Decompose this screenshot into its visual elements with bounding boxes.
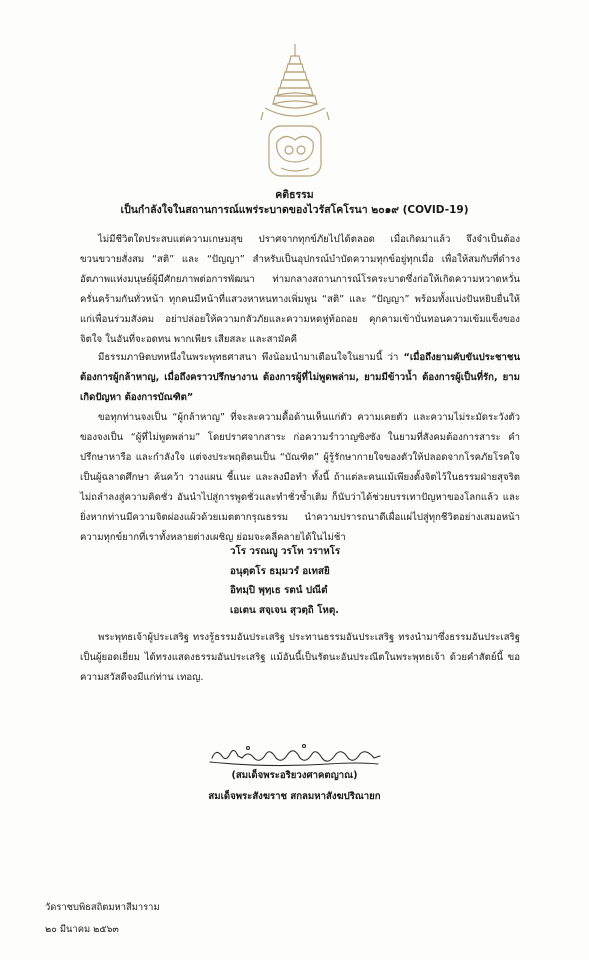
document-title: เป็นกำลังใจในสถานการณ์แพร่ระบาดของไวรัสโคโรนา ๒๐๑๙ (COVID-19) [120, 204, 469, 216]
pali-verse-line: อิทมฺปิ พุทฺเธ รตนํ ปณีตํ [230, 585, 328, 596]
signatory-name: (สมเด็จพระอริยวงศาคตญาณ) [231, 770, 358, 781]
pali-verse-line: วโร วรณญู วรโท วราหโร [230, 546, 341, 557]
handwritten-signature-icon [208, 740, 383, 770]
paragraph-exhortation: ขอทุกท่านจงเป็น “ผู้กล้าหาญ” ที่จะละความดื้อด้านเห็นแก่ตัว ความเคยตัว และความไม่ระมัดระวังตัว ของจงเป็น “ผู้ที่ไม่พูดพล่าม” โดยปราศจากสาระ ก่อความรำวาญซิงซัง ในยามที่สังคมต้องการสาระ คำปรึกษาหารือ และกำลังใจ แต่จงประพฤติตนเป็น “บัณฑิต” ผู้รู้รักษากายใจของตัวให้ปลอดจากโรคภัยโรคใจ เป็นผู้ฉลาดศึกษา ค้นคว้า วางแผน ชี้แนะ และลงมือทำ ทั้งนี้ ถ้าแต่ละคนแม้เพียงตั้งจิตไว้ในธรรมฝ่ายสุจริต ไม่ถลำลงสู่ความคิดชั่ว อันนำไปสู่การพูดชั่วและทำชั่วซ้ำเติม ก็นับว่าได้ช่วยบรรเทาปัญหาของโลกแล้ว และยิ่งหากท่านมีความจิตผ่องแผ้วด้วยเมตตากรุณธรรม นำความปรารถนาดีเผื่อแผ่ไปสู่ทุกชีวิตอย่างเสมอหน้า ความทุกข์ยากที่เราทั้งหลายต่างเผชิญ ย่อมจะคลี่คลายได้ในไม่ช้า [80, 412, 520, 543]
paragraph-dhamma-intro: มีธรรมภาษิตบทหนึ่งในพระพุทธศาสนา พึงน้อมนำมาเตือนใจในยามนี้ ว่า [98, 352, 404, 363]
pali-verse-line: อนุตฺตโร ธมฺมวรํ อเทสยิ [230, 565, 330, 577]
royal-emblem-icon [255, 42, 335, 180]
issue-date: ๒๐ มีนาคม ๒๕๖๓ [45, 924, 119, 935]
paragraph-intro: ไม่มีชีวิตใดประสบแต่ความเกษมสุข ปราศจากทุกข์ภัยไปได้ตลอด เมื่อเกิดมาแล้ว จึงจำเป็นต้องขวนขวายสั่งสม “สติ” และ “ปัญญา” สำหรับเป็นอุปกรณ์บำบัดความทุกข์อยู่ทุกเมื่อ เพื่อให้สมกับที่ดำรงอัตภาพแห่งมนุษย์ผู้มีศักยภาพต่อการพัฒนา ท่ามกลางสถานการณ์โรคระบาดซึ่งก่อให้เกิดความหวาดหวั่นครั่นคร้ามกันทั่วหน้า ทุกคนมีหน้าที่แสวงหาหนทางเพิ่มพูน “สติ” และ “ปัญญา” พร้อมทั้งแบ่งปันหยิบยื่นให้แก่เพื่อนร่วมสังคม อย่าปล่อยให้ความกลัวภัยและความหดหู่ท้อถอย คุกคามเข้าบั่นทอนความเข้มแข็งของจิตใจ ในอันที่จะอดทน พากเพียร เสียสละ และสามัคคี [80, 234, 520, 345]
paragraph-translation: พระพุทธเจ้าผู้ประเสริฐ ทรงรู้ธรรมอันประเสริฐ ประทานธรรมอันประเสริฐ ทรงนำมาซึ่งธรรมอันประเสริฐ เป็นผู้ยอดเยี่ยม ได้ทรงแสดงธรรมอันประเสริฐ แม้อันนี้เป็นรัตนะอันประณีตในพระพุทธเจ้า ด้วยคำสัตย์นี้ ขอความสวัสดีจงมีแก่ท่าน เทอญ. [80, 632, 520, 683]
pali-verse-line: เอเตน สจฺเจน สุวตฺถิ โหตุ. [230, 604, 339, 616]
issue-place: วัดราชบพิธสถิตมหาสีมาราม [45, 902, 160, 913]
pali-verses [230, 542, 340, 620]
paragraph-dhamma-verse [80, 348, 520, 408]
signatory-title: สมเด็จพระสังฆราช สกลมหาสังฆปริณายก [208, 791, 381, 802]
document-label: คติธรรม [275, 189, 314, 201]
dhamma-quote: “เมื่อถึงยามคับขันประชาชนต้องการผู้กล้าหาญ, เมื่อถึงคราวปรึกษางาน ต้องการผู้ที่ไม่พูดพล่าม, ยามมีข้าวน้ำ ต้องการผู้เป็นที่รัก, ยามเกิดปัญหา ต้องการบัณฑิต” [80, 352, 520, 403]
